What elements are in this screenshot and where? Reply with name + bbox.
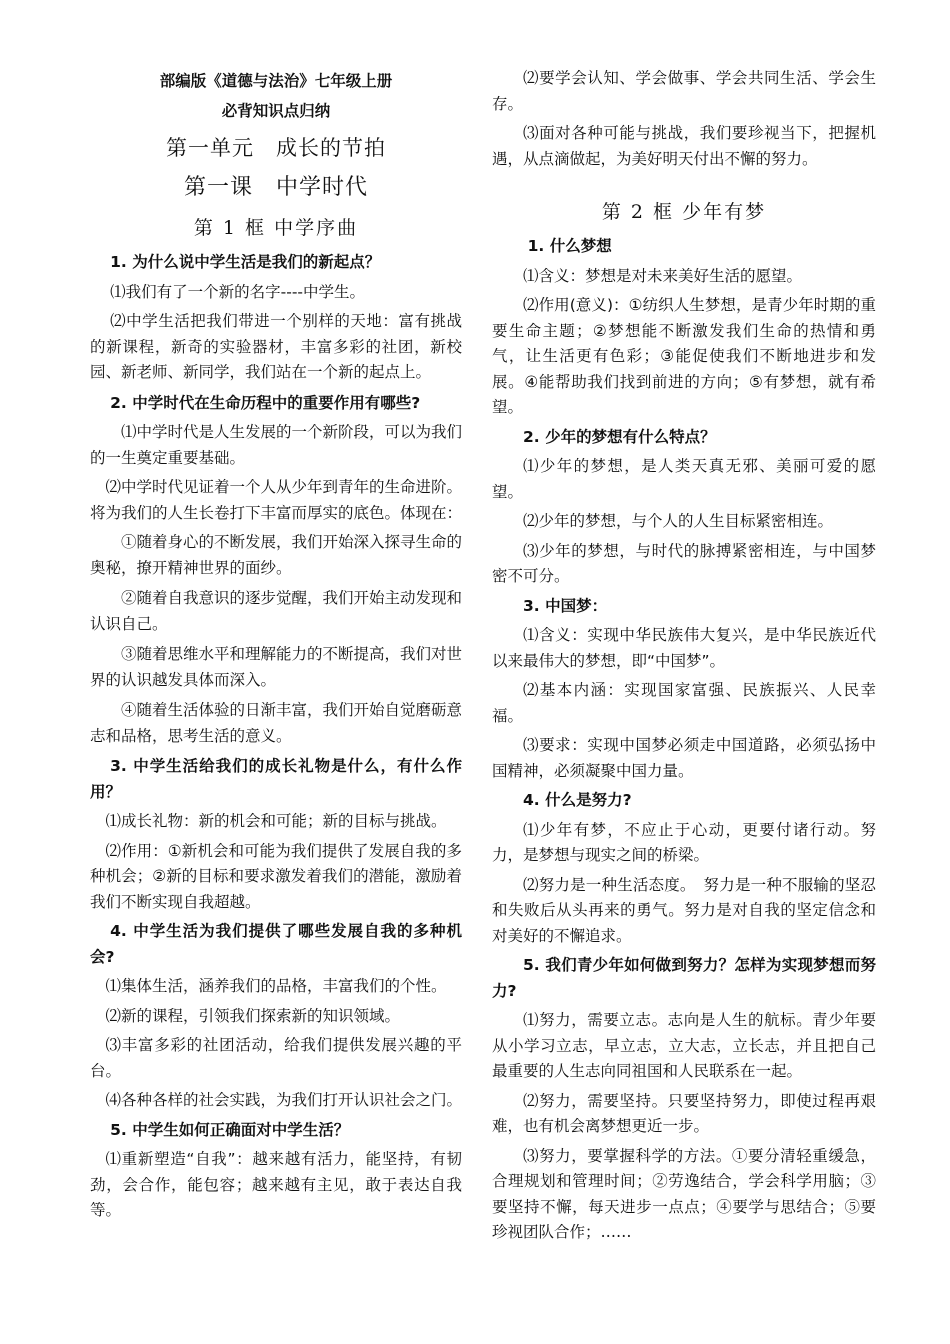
answer-paragraph: ⑵作用：①新机会和可能为我们提供了发展自我的多种机会；②新的目标和要求激发着我们的潜能，激励着我们不断实现自我超越。 [90, 841, 462, 911]
answer-paragraph: ⑴重新塑造“自我”：越来越有活力，能坚持，有韧劲，会合作，能包容；越来越有主见，敢于表达自我等。 [90, 1150, 462, 1219]
answer-paragraph: ⑴含义：实现中华民族伟大复兴，是中华民族近代以来最伟大的梦想，即“中国梦”。 [492, 626, 876, 670]
question-heading: 3. 中国梦： [523, 596, 608, 615]
question-heading: 1. 什么梦想 [527, 237, 612, 255]
question-heading: 4. 什么是努力? [523, 791, 632, 809]
answer-paragraph: ⑵努力，需要坚持。只要坚持努力，即使过程再艰难，也有机会离梦想更近一步。 [492, 1091, 876, 1135]
lesson-heading: 第一课 中学时代 [183, 175, 368, 200]
answer-subpoint: ④随着生活体验的日渐丰富，我们开始自觉磨砺意志和品格，思考生活的意义。 [90, 701, 463, 745]
answer-paragraph: ⑴成长礼物：新的机会和可能；新的目标与挑战。 [105, 812, 447, 830]
answer-paragraph: ⑵作用(意义)：①纺织人生梦想，是青少年时期的重要生命主题；②梦想能不断激发我们生命的热情和勇气，让生活更有色彩；③能促使我们不断地进步和发展。④能帮助我们找到前进的方向；⑤有梦想，就有希望。 [492, 296, 876, 416]
answer-paragraph: ⑴努力，需要立志。志向是人生的航标。青少年要从小学习立志，早立志，立大志，立长志，并且把自己最重要的人生志向同祖国和人民联系在一起。 [492, 1011, 876, 1080]
question-heading: 2. 少年的梦想有什么特点？ [523, 427, 716, 446]
answer-paragraph: ⑶要求：实现中国梦必须走中国道路，必须弘扬中国精神，必须凝聚中国力量。 [492, 736, 876, 780]
answer-paragraph: ⑶努力，要掌握科学的方法。①要分清轻重缓急，合理规划和管理时间；②劳逸结合，学会科学用脑；③要坚持不懈，每天进步一点点；④要学与思结合；⑤要珍视团队合作；…… [492, 1146, 876, 1241]
answer-subpoint: ①随着身心的不断发展，我们开始深入探寻生命的奥秘，撩开精神世界的面纱。 [90, 533, 463, 577]
answer-paragraph: ⑴少年有梦，不应止于心动，更要付诸行动。努力，是梦想与现实之间的桥梁。 [492, 820, 876, 864]
answer-paragraph: ⑴集体生活，涵养我们的品格，丰富我们的个性。 [105, 977, 447, 995]
answer-paragraph: ⑵基本内涵：实现国家富强、民族振兴、人民幸福。 [492, 681, 876, 725]
question-heading: 1. 为什么说中学生活是我们的新起点？ [110, 253, 381, 271]
answer-paragraph: ⑴含义：梦想是对未来美好生活的愿望。 [523, 266, 803, 285]
answer-paragraph: ⑵要学会认知、学会做事、学会共同生活、学会生存。 [492, 69, 876, 113]
answer-paragraph: ⑷各种各样的社会实践，为我们打开认识社会之门。 [105, 1091, 463, 1109]
question-heading: 2. 中学时代在生命历程中的重要作用有哪些? [110, 393, 421, 412]
question-heading: 3. 中学生活给我们的成长礼物是什么，有什么作用？ [90, 757, 462, 801]
left-column [90, 66, 462, 1228]
answer-paragraph: ⑶少年的梦想，与时代的脉搏紧密相连，与中国梦密不可分。 [492, 541, 876, 585]
frame-heading-1: 第 1 框 中学序曲 [193, 217, 359, 239]
right-column [492, 66, 876, 1251]
document-subtitle: 必背知识点归纳 [221, 102, 331, 120]
answer-paragraph: ⑵中学生活把我们带进一个别样的天地：富有挑战的新课程，新奇的实验器材，丰富多彩的社团，新校园、新老师、新同学，我们站在一个新的起点上。 [90, 312, 462, 381]
answer-paragraph: ⑵中学时代见证着一个人从少年到青年的生命进阶。将为我们的人生长卷打下丰富而厚实的底色。体现在： [90, 478, 463, 522]
answer-paragraph: ⑵努力是一种生活态度。 努力是一种不服输的坚忍和失败后从头再来的勇气。努力是对自我的坚定信念和对美好的不懈追求。 [492, 875, 876, 945]
question-heading: 4. 中学生活为我们提供了哪些发展自我的多种机会? [90, 922, 462, 966]
answer-paragraph: ⑶面对各种可能与挑战，我们要珍视当下，把握机遇，从点滴做起，为美好明天付出不懈的努力。 [492, 124, 876, 168]
answer-paragraph: ⑴少年的梦想，是人类天真无邪、美丽可爱的愿望。 [492, 457, 876, 501]
answer-paragraph: ⑶丰富多彩的社团活动，给我们提供发展兴趣的平台。 [90, 1036, 462, 1080]
answer-subpoint: ②随着自我意识的逐步觉醒，我们开始主动发现和认识自己。 [90, 589, 463, 633]
answer-paragraph: ⑵少年的梦想，与个人的人生目标紧密相连。 [523, 512, 834, 530]
unit-heading: 第一单元 成长的节拍 [166, 136, 386, 160]
answer-paragraph: ⑴中学时代是人生发展的一个新阶段，可以为我们的一生奠定重要基础。 [90, 423, 463, 467]
answer-paragraph: ⑴我们有了一个新的名字----中学生。 [110, 282, 366, 301]
question-heading: 5. 我们青少年如何做到努力？怎样为实现梦想而努力? [492, 956, 876, 1000]
document-title: 部编版《道德与法治》七年级上册 [159, 72, 393, 90]
question-heading: 5. 中学生如何正确面对中学生活？ [110, 1120, 350, 1139]
answer-subpoint: ③随着思维水平和理解能力的不断提高，我们对世界的认识越发具体而深入。 [90, 645, 463, 689]
answer-paragraph: ⑵新的课程，引领我们探索新的知识领域。 [105, 1006, 401, 1025]
frame-heading-2: 第 2 框 少年有梦 [601, 201, 767, 223]
